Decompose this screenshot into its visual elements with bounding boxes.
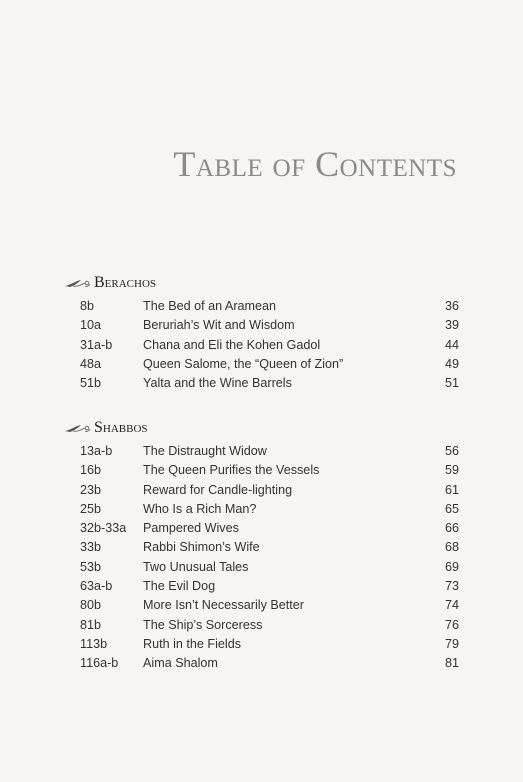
- page-number: 65: [444, 501, 459, 516]
- daf-reference: 51b: [80, 376, 102, 391]
- daf-reference: 13a-b: [80, 444, 113, 458]
- entry-title: Rabbi Shimon’s Wife: [143, 540, 260, 555]
- entry-title: More Isn’t Necessarily Better: [143, 598, 304, 613]
- daf-reference: 25b: [80, 501, 102, 516]
- daf-reference: 116a-b: [80, 656, 119, 671]
- section-heading: [63, 272, 459, 294]
- entry-title: Who Is a Rich Man?: [143, 501, 257, 516]
- entry-title: Beruriah’s Wit and Wisdom: [143, 318, 295, 333]
- quill-ornament-icon: [63, 277, 91, 289]
- toc-entry: [63, 336, 459, 355]
- daf-reference: 32b-33a: [80, 521, 127, 536]
- page-number: 44: [444, 337, 459, 352]
- page-number: 76: [444, 617, 459, 632]
- toc-entry: [63, 316, 459, 335]
- daf-reference: 53b: [80, 559, 102, 574]
- toc-entry: [63, 374, 459, 393]
- page-number: 51: [444, 376, 459, 391]
- quill-ornament-icon: [63, 422, 91, 434]
- toc-entry: [63, 596, 459, 615]
- toc-entry: [63, 616, 459, 635]
- entry-title: Chana and Eli the Kohen Gadol: [143, 337, 321, 352]
- entry-title: Reward for Candle-lighting: [143, 482, 293, 497]
- toc-entry: [63, 577, 459, 596]
- daf-reference: 31a-b: [80, 337, 113, 352]
- daf-reference: 33b: [80, 540, 102, 555]
- daf-reference: 23b: [80, 482, 102, 497]
- entry-title: Ruth in the Fields: [143, 636, 242, 651]
- daf-reference: 10a: [80, 318, 102, 333]
- toc-entry: [63, 481, 459, 500]
- entry-title: The Evil Dog: [143, 579, 216, 594]
- daf-reference: 81b: [80, 617, 102, 632]
- page-number: 36: [444, 299, 459, 313]
- daf-reference: 16b: [80, 463, 102, 478]
- toc-entry: [63, 442, 459, 461]
- page-number: 39: [444, 318, 459, 333]
- section-title: Berachos: [94, 274, 157, 291]
- page-number: 81: [444, 656, 459, 671]
- toc-entry: [63, 355, 459, 374]
- daf-reference: 8b: [80, 299, 95, 313]
- page-number: 66: [444, 521, 459, 536]
- page-number: 56: [444, 444, 459, 458]
- page-number: 68: [444, 540, 459, 555]
- toc-entry: [63, 654, 459, 673]
- toc-entry: [63, 635, 459, 654]
- entry-title: Queen Salome, the “Queen of Zion”: [143, 356, 344, 371]
- page-number: 79: [444, 636, 459, 651]
- toc-entry: [63, 297, 459, 316]
- section-shabbos: [63, 417, 459, 674]
- daf-reference: 80b: [80, 598, 102, 613]
- toc-entry: [63, 558, 459, 577]
- entry-title: Two Unusual Tales: [143, 559, 249, 574]
- section-berachos: [63, 272, 459, 393]
- section-heading: [63, 417, 459, 439]
- page-number: 73: [444, 579, 459, 594]
- daf-reference: 113b: [80, 636, 108, 651]
- entry-title: Yalta and the Wine Barrels: [143, 376, 292, 391]
- entry-title: The Queen Purifies the Vessels: [143, 463, 320, 478]
- page-title: Table of Contents: [173, 144, 457, 184]
- daf-reference: 48a: [80, 356, 102, 371]
- page-number: 69: [444, 559, 459, 574]
- page-number: 49: [444, 356, 459, 371]
- page-number: 61: [444, 482, 459, 497]
- page-number: 74: [444, 598, 459, 613]
- entry-title: Aima Shalom: [143, 656, 218, 671]
- toc-entry: [63, 538, 459, 557]
- entry-title: The Ship’s Sorceress: [143, 617, 263, 632]
- page-number: 59: [444, 463, 459, 478]
- entry-title: The Bed of an Aramean: [143, 299, 277, 313]
- toc-entry: [63, 461, 459, 480]
- entry-title: The Distraught Widow: [143, 444, 267, 458]
- toc-entry: [63, 519, 459, 538]
- toc-entry: [63, 500, 459, 519]
- daf-reference: 63a-b: [80, 579, 113, 594]
- section-title: Shabbos: [94, 419, 148, 436]
- entry-title: Pampered Wives: [143, 521, 239, 536]
